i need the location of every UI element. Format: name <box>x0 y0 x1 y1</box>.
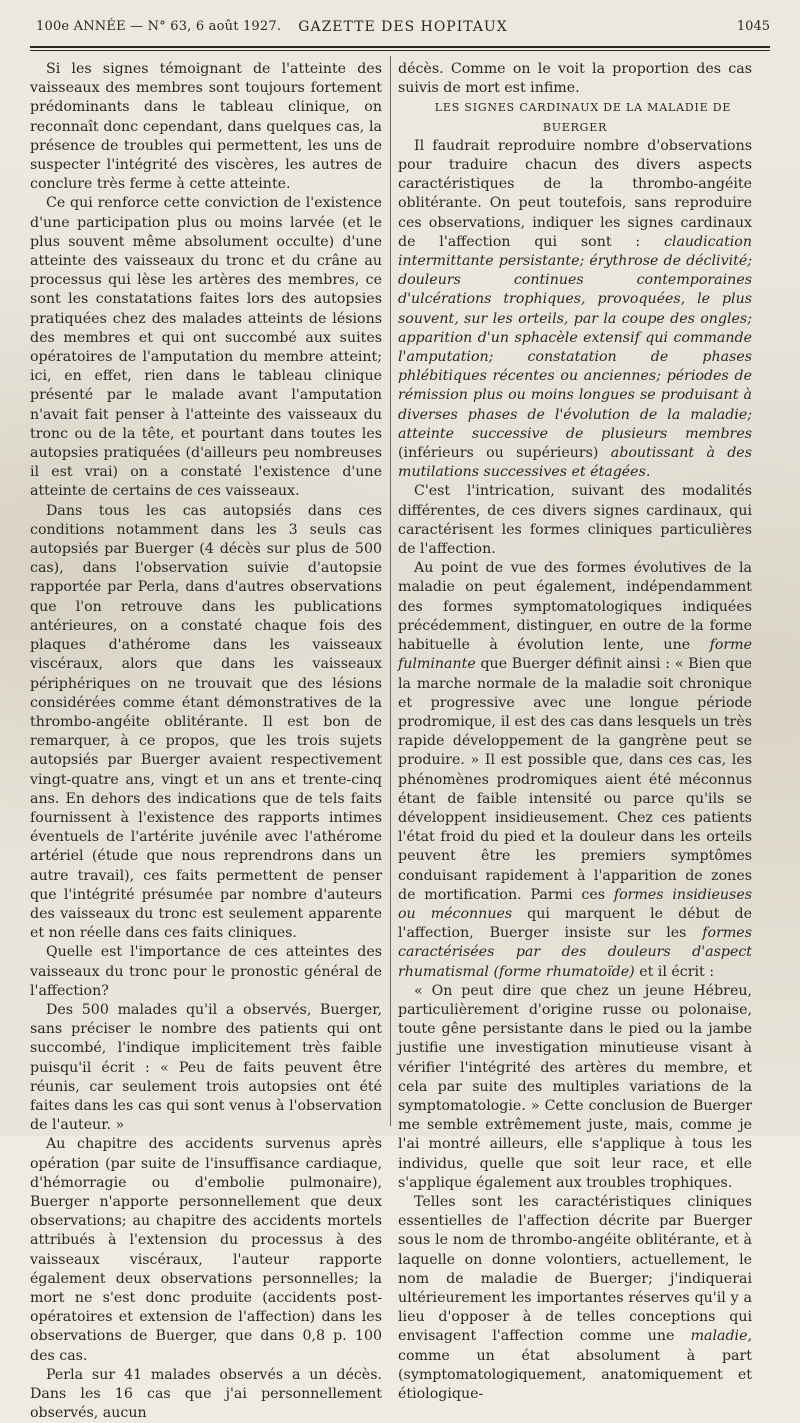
page-number: 1045 <box>736 19 770 34</box>
paragraph: décès. Comme on le voit la proportion des cas suivis de mort est infime. <box>398 61 752 97</box>
italic-run: claudication intermittante persistante; érythrose de déclivité; douleurs continues contemporaines d'ulcérations trophiques, provoquées, le plus souvent, sur les orteils, par la coupe des ongles; apparition d'un sphacèle extensif qui commande l'amputation; constatation de phases phlébitiques récentes ou anciennes; périodes de rémission plus ou moins longues se produisant à diverses phases de l'évolution de la maladie; atteinte successive de plusieurs membres <box>398 233 752 442</box>
paragraph: Perla sur 41 malades observés a un décès. Dans les 16 cas que j'ai personnellement observés, aucun <box>30 1366 382 1422</box>
paragraph: « On peut dire que chez un jeune Hébreu, particulièrement d'origine russe ou polonaise, toute gêne persistante dans le pied ou la jambe justifie une investigation minutieuse visant à vérifier l'intégrité des artères du membre, et cela par suite des multiples variations de la symptomatologie. » Cette conclusion de Buerger me semble extrêmement juste, mais, comme je l'ai montré ailleurs, elle s'applique à tous les individus, quelle que soit leur race, et elle s'applique également aux troubles trophiques. <box>398 982 752 1191</box>
page-header <box>36 14 770 40</box>
text-run: Au point de vue des formes évolutives de la maladie on peut également, indépendamment des formes symptomatologiques indiquées précédemment, distinguer, en outre de la forme habituelle à évolution lente, une <box>398 560 752 654</box>
italic-run: aboutissant à des mutilations successives et étagées. <box>398 445 752 481</box>
paragraph <box>398 559 752 981</box>
text-run: Telles sont les caractéristiques cliniques essentielles de l'affection décrite par Buerger sous le nom de thrombo-angéite oblitérante, et à laquelle on donne volontiers, actuellement, le nom de maladie de Buerger; j'indiquerai ultérieurement les importantes réserves qu'il y a lieu d'opposer à de telles conceptions qui envisagent l'affection comme une <box>398 1193 752 1345</box>
italic-run: formes insidieuses ou méconnues <box>398 886 752 922</box>
paragraph: Ce qui renforce cette conviction de l'existence d'une participation plus ou moins larvée (et le plus souvent même absolument occulte) d'une atteinte des vaisseaux du tronc et du crâne au processus qui lèse les artères des membres, ce sont les constatations faites lors des autopsies pratiquées chez des malades atteints de lésions des membres et qui ont succombé aux suites opératoires de l'amputation du membre atteint; ici, en effet, rien dans le tableau clinique présenté par le malade avant l'amputation n'avait fait penser à l'atteinte des vaisseaux du tronc ou de la tête, et pourtant dans toutes les autopsies pratiquées (d'ailleurs peu nombreuses il est vrai) on a constaté l'existence d'une atteinte de certains de ces vaisseaux. <box>30 195 382 500</box>
publication-title: GAZETTE DES HOPITAUX <box>298 19 508 35</box>
paragraph: Des 500 malades qu'il a observés, Buerger, sans préciser le nombre des patients qui ont succombé, l'indique implicitement très faible puisqu'il écrit : « Peu de faits peuvent être réunis, car seulement trois autopsies ont été faites dans les cas qui sont venus à l'observation de l'auteur. » <box>30 1001 382 1134</box>
paragraph: C'est l'intrication, suivant des modalités différentes, de ces divers signes cardinaux, qui caractérisent les formes cliniques particulières de l'affection. <box>398 483 752 558</box>
paragraph <box>398 1193 752 1404</box>
paragraph: Au chapitre des accidents survenus après opération (par suite de l'insuffisance cardiaque, d'hémorragie ou d'embolie pulmonaire), Buerger n'apporte personnellement que deux observations; au chapitre des accidents mortels attribués à l'extension du processus à des vaisseaux viscéraux, l'auteur rapporte également deux observations personnelles; la mort ne s'est donc produite (accidents post-opératoires et extension de l'affection) dans les observations de Buerger, que dans 0,8 p. 100 des cas. <box>30 1136 382 1364</box>
paragraph: Dans tous les cas autopsiés dans ces conditions notamment dans les 3 seuls cas autopsiés par Buerger (4 décès sur plus de 500 cas), dans l'observation suivie d'autopsie rapportée par Perla, dans d'autres observations que l'on retrouve dans les publications antérieures, on a constaté chaque fois des plaques d'athérome dans les vaisseaux viscéraux, alors que dans les vaisseaux périphériques on ne trouvait que des lésions considérées comme étant démonstratives de la thrombo-angéite oblitérante. Il est bon de remarquer, à ce propos, que les trois sujets autopsiés par Buerger avaient respectivement vingt-quatre ans, vingt et un ans et trente-cinq ans. En dehors des indications que de tels faits fournissent à l'existence des rapports intimes éventuels de l'artérite juvénile avec l'athérome artériel (étude que nous reprendrons dans un autre travail), ces faits permettent de penser que l'intégrité présumée par nombre d'auteurs des vaisseaux du tronc est seulement apparente et non réelle dans ces faits cliniques. <box>30 502 382 942</box>
section-heading: LES SIGNES CARDINAUX DE LA MALADIE DE BUERGER <box>434 101 732 134</box>
text-run: et il écrit : <box>634 963 715 980</box>
italic-run: forme fulminante <box>398 637 752 673</box>
paragraph <box>398 137 752 483</box>
header-rule <box>30 46 770 48</box>
paragraph: Quelle est l'importance de ces atteintes des vaisseaux du tronc pour le pronostic général de l'affection? <box>30 944 382 999</box>
right-column <box>398 60 752 1404</box>
text-run: comme un état absolument à part (symptomatologiquement, anatomiquement et étiologique- <box>398 1347 752 1403</box>
left-column <box>30 60 382 1423</box>
text-run: (inférieurs ou supérieurs) <box>398 445 611 462</box>
text-run: que Buerger définit ainsi : « Bien que la marche normale de la maladie soit chronique et progressive avec une longue période prodromique, il est des cas dans lesquels un très rapide développement de la gangrène peut se produire. » Il est possible que, dans ces cas, les phénomènes prodromiques aient été méconnus étant de faible intensité ou parce qu'ils se développent insidieusement. Chez ces patients l'état froid du pied et la douleur dans les orteils peuvent être les premiers symptômes conduisant rapidement à l'apparition de zones de mortification. Parmi ces <box>398 656 752 903</box>
text-run: qui marquent le début de l'affection, Buerger insiste sur les <box>398 905 752 942</box>
header-rule-thin <box>30 50 770 51</box>
italic-run: maladie, <box>690 1328 752 1345</box>
italic-run: formes caractérisées par des douleurs d'aspect rhumatismal (forme rhumatoïde) <box>398 925 752 980</box>
column-divider <box>390 56 391 1126</box>
text-run: Il faudrait reproduire nombre d'observations pour traduire chacun des divers aspects caractéristiques de la thrombo-angéite oblitérante. On peut toutefois, sans reproduire ces observations, indiquer les signes cardinaux de l'affection qui sont : <box>398 137 752 250</box>
paragraph: Si les signes témoignant de l'atteinte des vaisseaux des membres sont toujours fortement prédominants dans le tableau clinique, on reconnaît donc cependant, dans quelques cas, la présence de troubles qui permettent, les uns de suspecter l'intégrité des viscères, les autres de conclure très ferme à cette atteinte. <box>30 61 382 193</box>
issue-info: 100e ANNÉE — N° 63, 6 août 1927. <box>36 19 282 34</box>
